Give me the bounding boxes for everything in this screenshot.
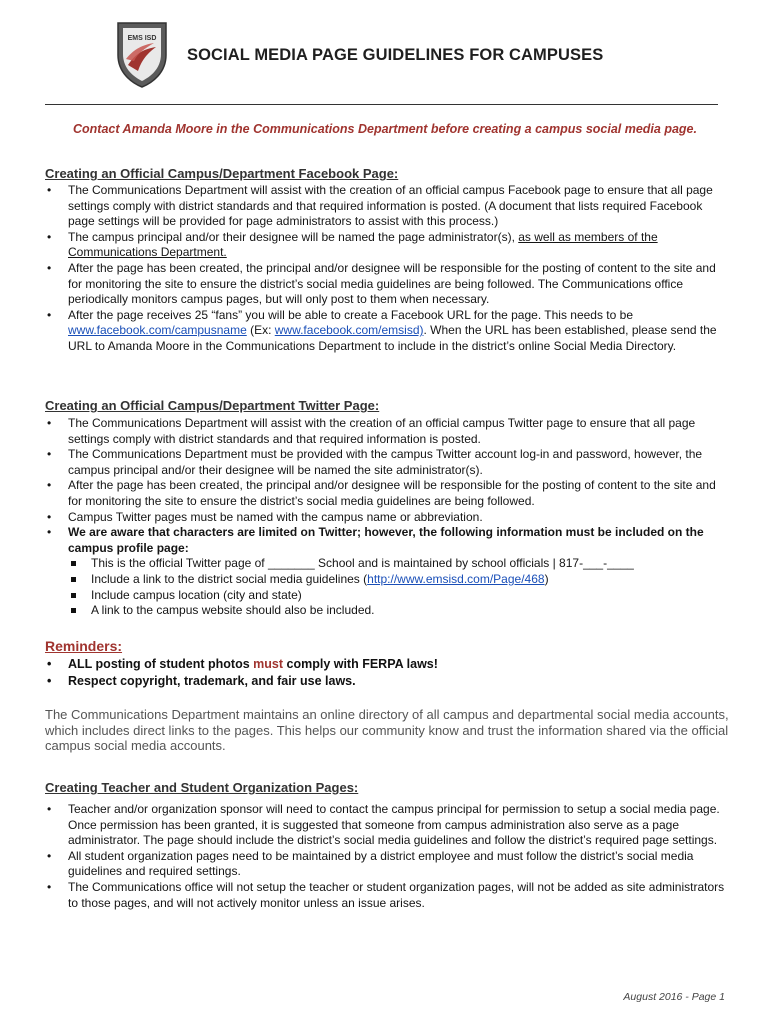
header-divider xyxy=(45,104,718,105)
list-item xyxy=(45,183,725,230)
teacher-list xyxy=(45,802,725,911)
list-item-text: ALL posting of student photos xyxy=(68,657,254,671)
list-item-text: comply with FERPA laws! xyxy=(283,657,438,671)
list-item xyxy=(45,510,725,526)
page-footer: August 2016 - Page 1 xyxy=(623,991,725,1003)
list-item-text: Teacher and/or organization sponsor will need to contact the campus principal for permission to setup a social media page. Once permission has been granted, it is suggested that someone from campus administration also serve as a page administrator. The page should include the district’s social media guidelines and follow the district’s required page settings. xyxy=(68,802,720,848)
reminders-list xyxy=(45,656,438,690)
sub-list-item xyxy=(68,556,725,572)
bullet-icon: • xyxy=(47,848,52,863)
list-item xyxy=(45,478,725,509)
list-item-text: All student organization pages need to be maintained by a district employee and must follow the district’s social media guidelines and required settings. xyxy=(68,848,694,879)
sub-list-item xyxy=(68,572,725,588)
bullet-icon: • xyxy=(47,478,52,493)
list-item-text: The campus principal and/or their designee will be named the page administrator(s), xyxy=(68,229,519,244)
list-item xyxy=(45,849,725,880)
list-item xyxy=(45,416,725,447)
list-item xyxy=(45,656,438,673)
bullet-icon: • xyxy=(47,657,52,671)
bullet-icon: • xyxy=(47,447,52,462)
list-item-text: (Ex: xyxy=(246,323,275,338)
bullet-icon: • xyxy=(47,802,52,816)
profile-requirements-list xyxy=(68,556,725,618)
sub-list-item-text: A link to the campus website should also be included. xyxy=(91,603,375,618)
campus-url-link[interactable]: www.facebook.com/campusname xyxy=(68,323,247,338)
bullet-icon: • xyxy=(47,183,52,197)
list-item-text: Campus Twitter pages must be named with the campus name or abbreviation. xyxy=(68,509,483,524)
sub-list-item-text: Include a link to the district social media guidelines ( xyxy=(91,571,368,586)
list-item-text: After the page has been created, the principal and/or designee will be responsible for the posting of content to the site and for monitoring the site to ensure the district’s social media guidelines are being followed. The Communications office periodically monitors campus pages, but will only post to them when necessary. xyxy=(68,260,716,307)
directory-note: The Communications Department maintains an online directory of all campus and departmental social media accounts, which includes direct links to the pages. This helps our community know and trust the information shared via the official campus social media accounts. xyxy=(45,707,729,753)
list-item xyxy=(45,447,725,478)
guidelines-link[interactable]: http://www.emsisd.com/Page/468 xyxy=(367,571,545,586)
sub-list-item-text: ) xyxy=(544,571,549,586)
list-item-text: After the page receives 25 “fans” you will be able to create a Facebook URL for the page. This needs to be xyxy=(68,307,633,322)
square-bullet-icon xyxy=(71,561,76,566)
sub-list-item xyxy=(68,603,725,619)
square-bullet-icon xyxy=(71,608,76,613)
bullet-icon: • xyxy=(47,416,52,430)
list-item xyxy=(45,802,725,849)
square-bullet-icon xyxy=(71,593,76,598)
bullet-icon: • xyxy=(47,525,52,540)
square-bullet-icon xyxy=(71,577,76,582)
page-title: SOCIAL MEDIA PAGE GUIDELINES FOR CAMPUSES xyxy=(187,46,604,64)
sub-list-item-text: This is the official Twitter page of _______ School and is maintained by school officials | 817-___-____ xyxy=(91,556,634,571)
list-item-text: After the page has been created, the principal and/or designee will be responsible for the posting of content to the site and for monitoring the site to ensure the district’s social media guidelines are being followed. xyxy=(68,478,716,508)
teacher-section-heading: Creating Teacher and Student Organization Pages: xyxy=(45,780,359,795)
list-item xyxy=(45,308,725,355)
sub-list-item-text: Include campus location (city and state) xyxy=(91,587,302,602)
list-item xyxy=(45,261,725,308)
contact-note: Contact Amanda Moore in the Communications Department before creating a campus social media page. xyxy=(73,122,697,136)
emphasis-text: must xyxy=(253,657,284,671)
list-item xyxy=(45,880,725,911)
logo-text: EMS ISD xyxy=(127,35,157,42)
bullet-icon: • xyxy=(47,509,52,524)
list-item-text: The Communications office will not setup the teacher or student organization pages, will not be added as site administrators to those pages, and will not actively monitor unless an issue arises. xyxy=(68,879,725,910)
list-item-text: We are aware that characters are limited on Twitter; however, the following information must be included on the campus profile page: xyxy=(68,525,704,555)
bullet-icon: • xyxy=(47,879,52,894)
list-item xyxy=(45,673,438,690)
list-item-text: The Communications Department will assist with the creation of an official campus Facebook page to ensure that all page settings comply with district standards and that required information is posted. (A document that lists required Facebook page settings will be provided for page administrators to assist with this process.) xyxy=(68,183,713,229)
bullet-icon: • xyxy=(47,674,52,688)
list-item xyxy=(45,525,725,619)
sub-list-item xyxy=(68,588,725,604)
emsisd-facebook-link[interactable]: www.facebook.com/emsisd) xyxy=(274,323,424,338)
list-item-text: . When the URL has been established, please send the URL to Amanda Moore in the Communications Department to include in the district’s online Social Media Directory. xyxy=(68,323,717,353)
twitter-section-heading: Creating an Official Campus/Department Twitter Page: xyxy=(45,398,380,413)
district-logo-icon xyxy=(114,19,170,89)
list-item-text: The Communications Department must be provided with the campus Twitter account log-in and password, however, the campus principal and/or their designee will be named the site administrator(s). xyxy=(68,447,703,477)
list-item-text: The Communications Department will assist with the creation of an official campus Twitter page to ensure that all page settings comply with district standards and that required information is posted. xyxy=(68,416,696,446)
facebook-list xyxy=(45,183,725,355)
list-item xyxy=(45,230,725,261)
list-item-text: Respect copyright, trademark, and fair use laws. xyxy=(68,674,356,688)
bullet-icon: • xyxy=(47,307,52,322)
bullet-icon: • xyxy=(47,260,52,275)
twitter-list xyxy=(45,416,725,619)
underlined-text: as well as members of the Communications Department. xyxy=(68,229,658,260)
bullet-icon: • xyxy=(47,229,52,244)
facebook-section-heading: Creating an Official Campus/Department Facebook Page: xyxy=(45,166,399,181)
reminders-heading: Reminders: xyxy=(45,638,123,654)
